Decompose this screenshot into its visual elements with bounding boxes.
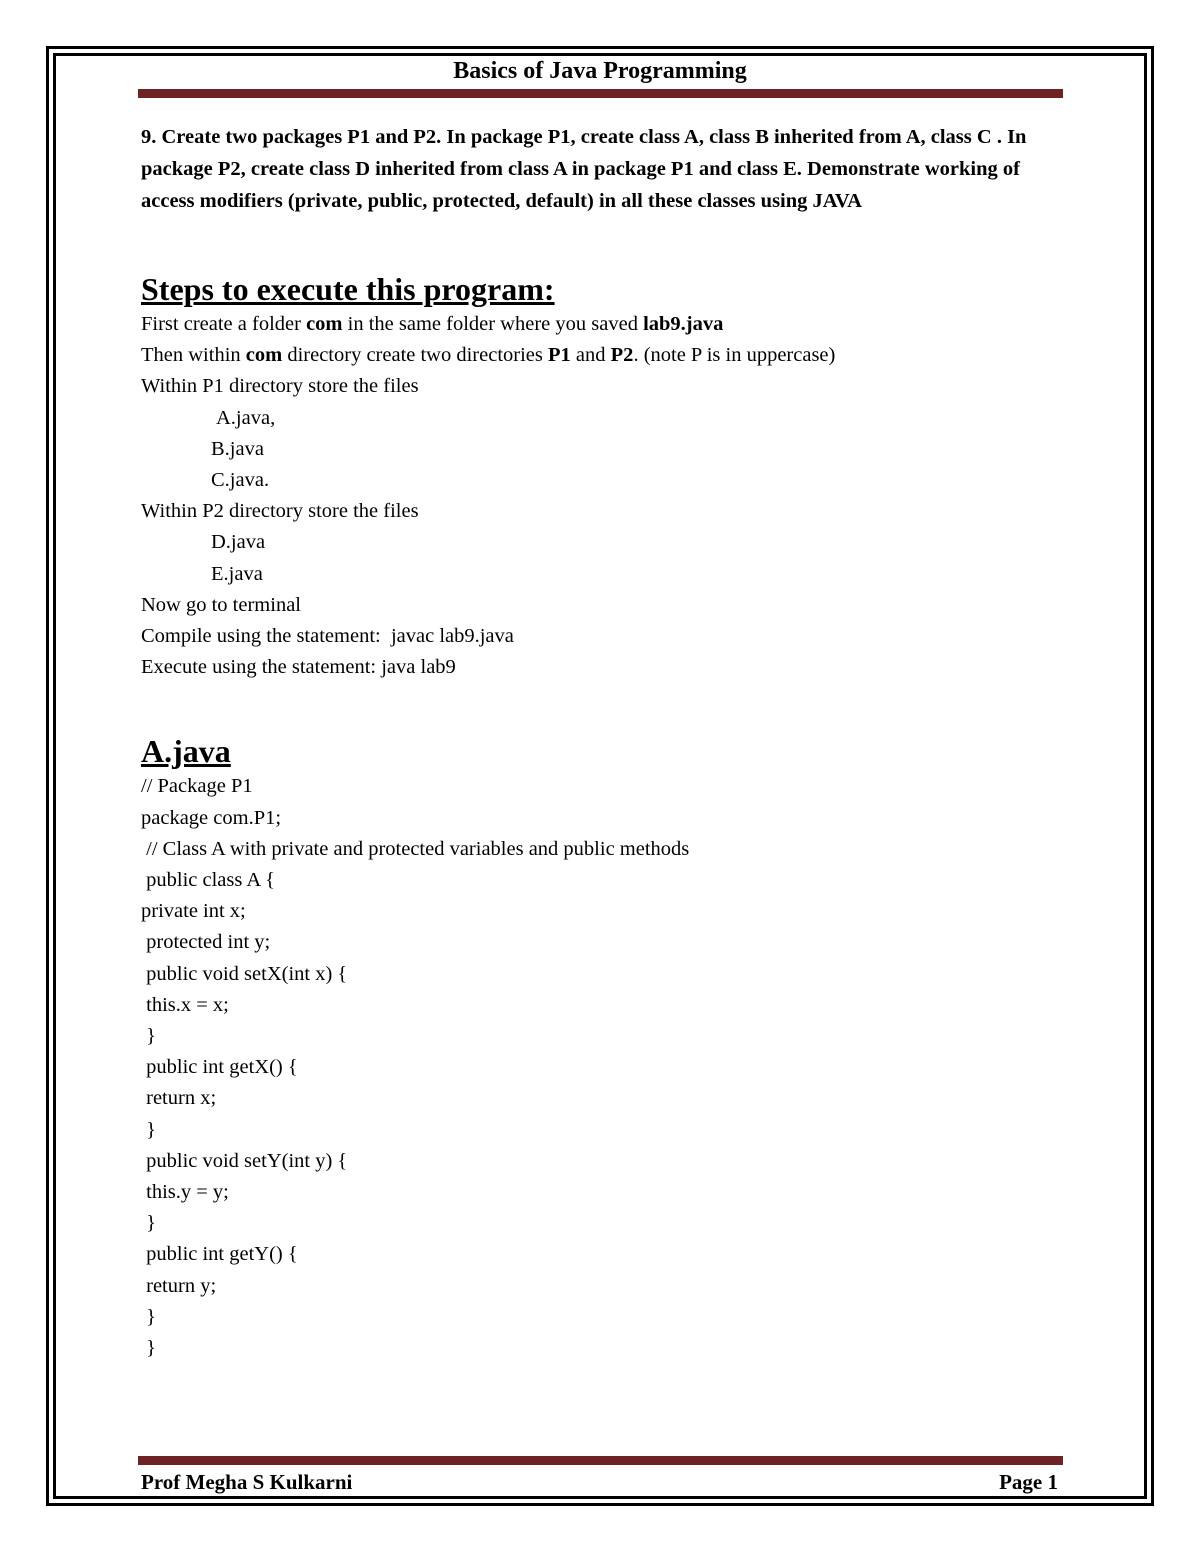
step-line-1-bold-com: com [306, 313, 343, 335]
p1-file-b: B.java [211, 437, 264, 460]
footer-rule [138, 1456, 1063, 1465]
steps-heading: Steps to execute this program: [141, 271, 555, 307]
step-line-2 [141, 340, 1061, 371]
code-line: return y; [141, 1274, 217, 1297]
p2-file-d: D.java [211, 531, 266, 554]
step-line-2-bold-p1: P1 [548, 344, 571, 367]
code-line: return x; [141, 1087, 217, 1110]
a-java-code [141, 771, 1061, 1364]
step-line-2-text-mid: directory create two directories [282, 344, 549, 367]
code-line: private int x; [141, 900, 246, 923]
p2-intro: Within P2 directory store the files [141, 500, 419, 523]
code-line: public void setY(int y) { [141, 1149, 348, 1172]
step-line-2-and: and [570, 344, 611, 367]
code-line: } [141, 1305, 156, 1328]
step-line-1-text-mid: in the same folder where you saved [342, 313, 644, 335]
code-line: this.y = y; [141, 1181, 229, 1204]
step-line-2-note: . (note P is in uppercase) [633, 344, 836, 367]
a-java-heading: A.java [141, 733, 231, 770]
header-title: Basics of Java Programming [453, 58, 747, 84]
code-line: } [141, 1025, 156, 1048]
p1-intro: Within P1 directory store the files [141, 375, 419, 398]
code-line: } [141, 1337, 156, 1360]
terminal-step: Now go to terminal [141, 593, 301, 616]
p1-file-c: C.java. [211, 469, 270, 492]
code-line: this.x = x; [141, 993, 229, 1016]
p1-file-a: A.java, [216, 406, 276, 429]
code-line: public class A { [141, 869, 275, 892]
step-line-2-bold-com: com [245, 344, 283, 367]
step-line-1-bold-file: lab9.java [643, 313, 724, 335]
document-body [141, 121, 1061, 1364]
step-line-1 [141, 309, 1061, 340]
code-line: package com.P1; [141, 806, 282, 829]
footer-author: Prof Megha S Kulkarni [141, 1470, 353, 1494]
steps-list [141, 309, 1061, 683]
code-line: public int getX() { [141, 1056, 298, 1079]
code-line: } [141, 1118, 156, 1141]
step-line-2-text: Then within [141, 344, 246, 367]
compile-step: Compile using the statement: javac lab9.java [141, 625, 514, 648]
code-line: public void setX(int x) { [141, 962, 348, 985]
step-line-2-bold-p2: P2 [610, 344, 634, 367]
code-line: protected int y; [141, 931, 271, 954]
p2-file-e: E.java [211, 562, 263, 585]
step-line-1-text: First create a folder [141, 313, 307, 335]
code-line: // Class A with private and protected variables and public methods [141, 837, 690, 860]
question-text: 9. Create two packages P1 and P2. In package P1, create class A, class B inherited from A, class C . In package P2, create class D inherited from class A in package P1 and class E. Demonstrate working of access modifiers (private, public, protected, default) in all these classes using JAVA [141, 126, 1027, 212]
execute-step: Execute using the statement: java lab9 [141, 656, 456, 679]
code-line: } [141, 1212, 156, 1235]
code-line: // Package P1 [141, 775, 253, 798]
footer-page-number: Page 1 [999, 1470, 1058, 1494]
header-rule [138, 89, 1063, 98]
code-line: public int getY() { [141, 1243, 298, 1266]
